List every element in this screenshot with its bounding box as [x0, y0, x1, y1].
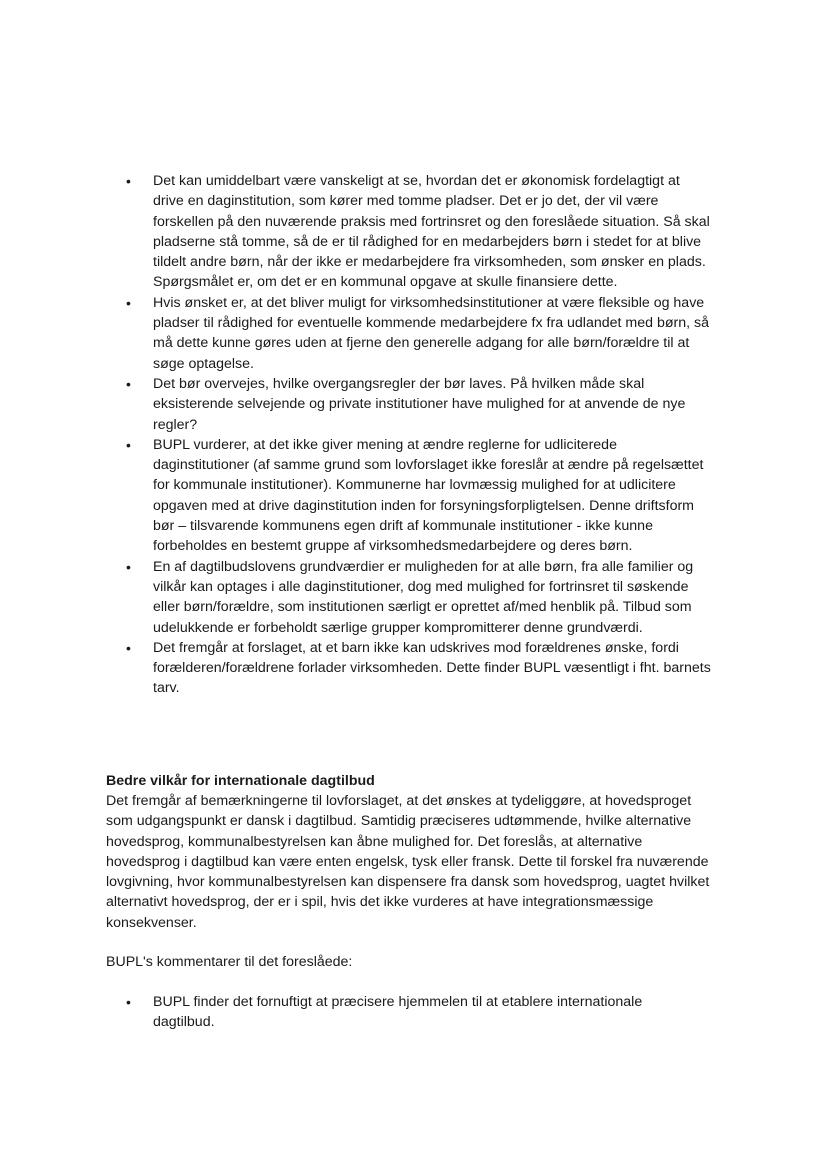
list-item	[126, 435, 713, 557]
section-heading: Bedre vilkår for internationale dagtilbud	[106, 773, 375, 789]
list-item	[126, 293, 713, 374]
list-item-text: En af dagtilbudslovens grundværdier er muligheden for at alle børn, fra alle familier og vilkår kan optages i alle daginstitutioner, dog med mulighed for fortrinsret til søskende eller børn/forældre, som institutionen særligt er oprettet af/med henblik på. Tilbud som udelukkende er forbeholdt særlige grupper kompromitterer denne grundværdi.	[153, 558, 694, 636]
bullet-icon: •	[126, 375, 131, 392]
list-item	[126, 374, 713, 435]
bullet-icon: •	[126, 436, 131, 453]
comments-intro: BUPL's kommentarer til det foreslåede:	[106, 954, 353, 970]
bullet-list-proposal-comments	[126, 171, 713, 699]
list-item-text: Hvis ønsket er, at det bliver muligt for virksomhedsinstitutioner at være fleksible og have pladser til rådighed for eventuelle kommende medarbejdere fx fra udlandet med børn, så må dette kunne gøres uden at fjerne den generelle adgang for alle børn/forældre til at søge optagelse.	[153, 294, 709, 372]
list-item	[126, 992, 693, 1033]
bullet-icon: •	[126, 994, 131, 1010]
list-item	[126, 557, 713, 638]
bullet-list-international-comments	[126, 992, 693, 1033]
list-item-text: BUPL vurderer, at det ikke giver mening at ændre reglerne for udliciterede daginstitutioner (af samme grund som lovforslaget ikke foreslår at ændre på regelsættet for kommunale institutioner). Kommunerne har lovmæssig mulighed for at udlicitere opgaven med at drive daginstitution inden for forsyningsforpligtelsen. Denne driftsform bør – tilsvarende kommunens egen drift af kommunale institutioner - ikke kunne forbeholdes en bestemt gruppe af virksomhedsmedarbejdere og deres børn.	[153, 436, 704, 555]
bullet-icon: •	[126, 173, 131, 189]
list-item	[126, 171, 713, 293]
list-item-text: BUPL finder det fornuftigt at præcisere hjemmelen til at etablere internationale dagtilbud.	[153, 994, 643, 1031]
bullet-icon: •	[126, 294, 131, 311]
list-item-text: Det bør overvejes, hvilke overgangsregler der bør laves. På hvilken måde skal eksisterende selvejende og private institutioner have mulighed for at anvende de nye regler?	[153, 375, 686, 433]
bullet-icon: •	[126, 558, 131, 575]
list-item-text: Det fremgår at forslaget, at et barn ikke kan udskrives mod forældrenes ønske, fordi forælderen/forældrene forlader virksomheden. Dette finder BUPL væsentligt i fht. barnets tarv.	[153, 639, 711, 697]
list-item-text: Det kan umiddelbart være vanskeligt at se, hvordan det er økonomisk fordelagtigt at drive en daginstitution, som kører med tomme pladser. Det er jo det, der vil være forskellen på den nuværende praksis med fortrinsret og den foreslåede situation. Så skal pladserne stå tomme, så de er til rådighed for en medarbejders børn i stedet for at blive tildelt andre børn, når der ikke er medarbejdere fra virksomheden, som ønsker en plads. Spørgsmålet er, om det er en kommunal opgave at skulle finansiere dette.	[153, 173, 710, 291]
section-body-paragraph: Det fremgår af bemærkningerne til lovforslaget, at det ønskes at tydeliggøre, at hovedsproget som udgangspunkt er dansk i dagtilbud. Samtidig præciseres udtømmende, hvilke alternative hovedsprog, kommunalbestyrelsen kan åbne mulighed for. Det foreslås, at alternative hovedsprog i dagtilbud kan være enten engelsk, tysk eller fransk. Dette til forskel fra nuværende lovgivning, hvor kommunalbestyrelsen kan dispensere fra dansk som hovedsprog, uagtet hvilket alternativt hovedsprog, der er i spil, hvis det ikke vurderes at have integrationsmæssige konsekvenser.	[106, 793, 710, 931]
bullet-icon: •	[126, 639, 131, 656]
list-item	[126, 638, 713, 699]
